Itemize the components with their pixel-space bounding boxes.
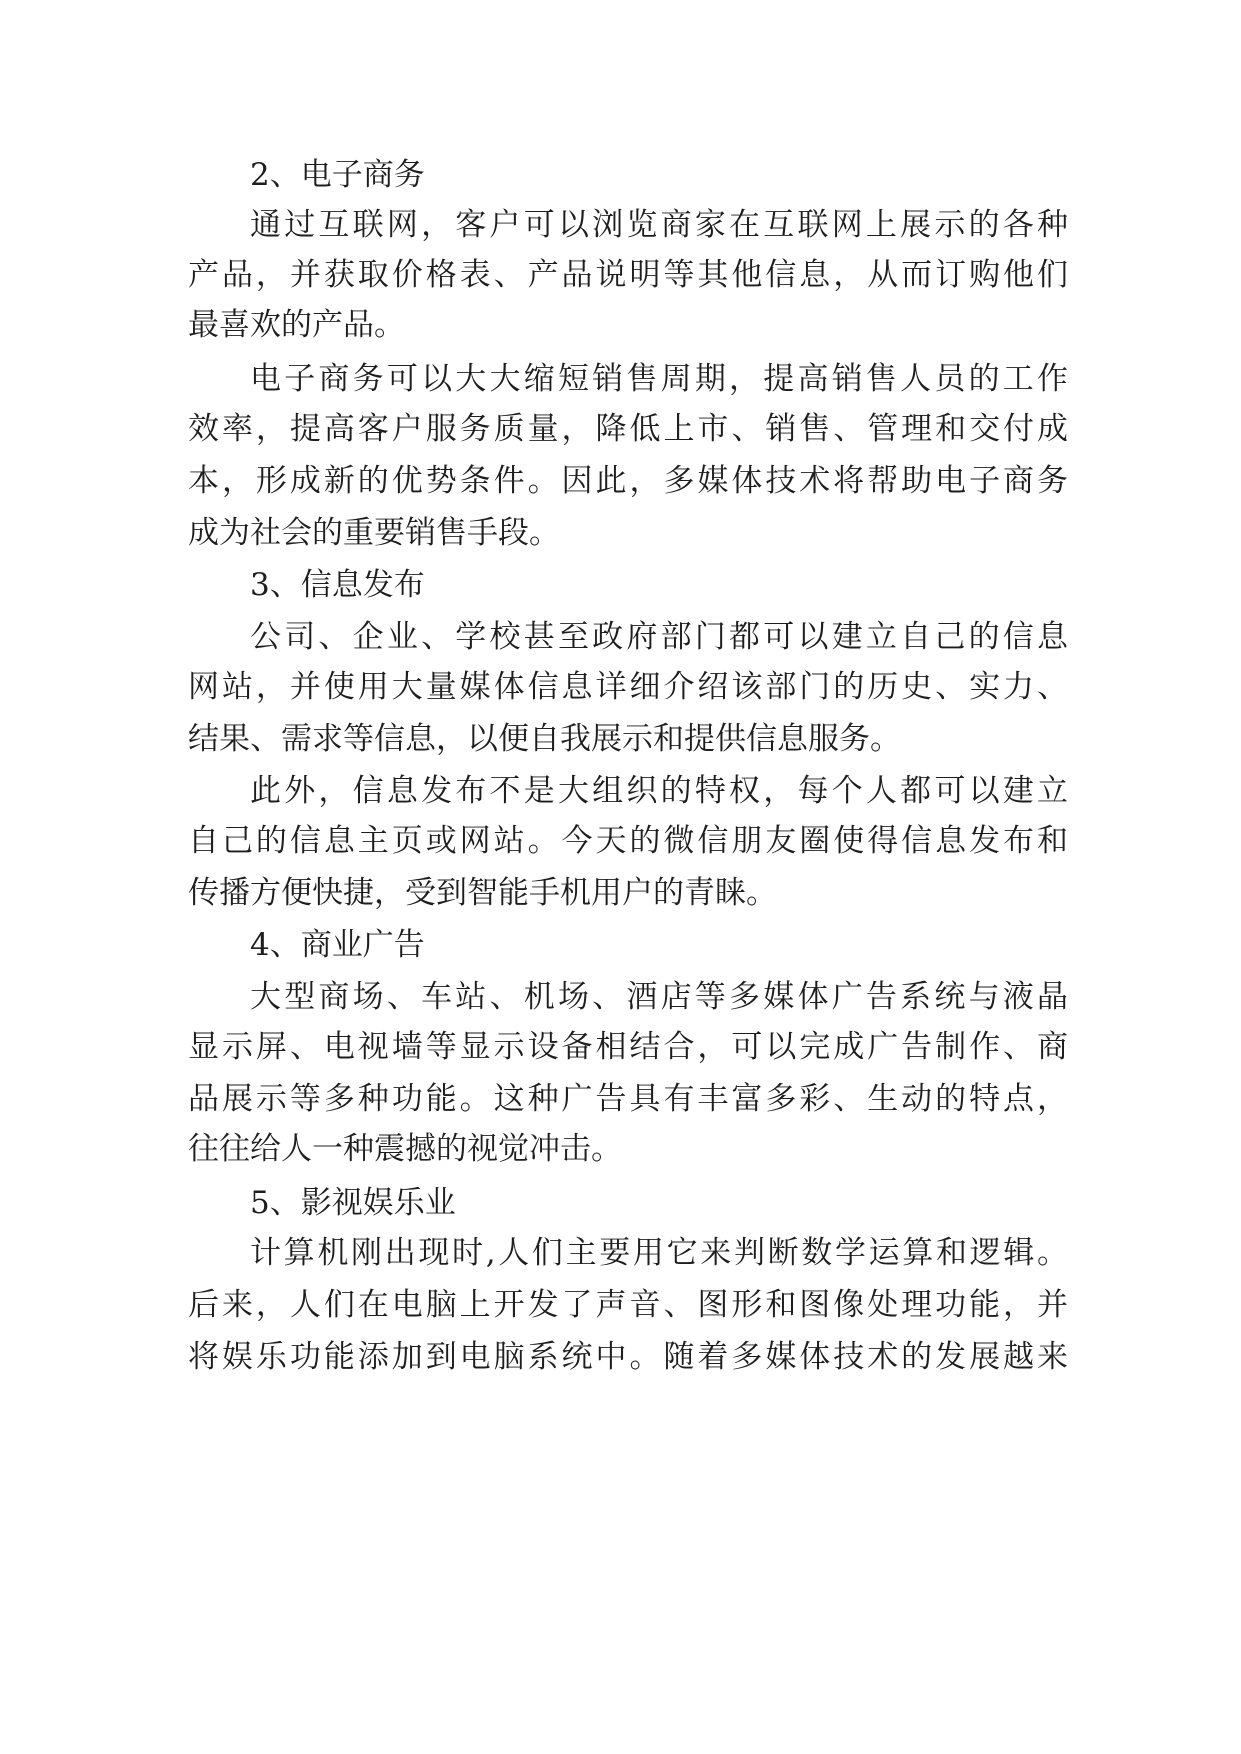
paragraph-line: 网站，并使用大量媒体信息详细介绍该部门的历史、实力、 <box>188 669 1068 705</box>
section-heading-advertising: 4、商业广告 <box>250 927 425 963</box>
paragraph-line: 通过互联网，客户可以浏览商家在互联网上展示的各种 <box>250 207 1068 243</box>
paragraph-line: 结果、需求等信息，以便自我展示和提供信息服务。 <box>188 721 901 757</box>
paragraph-line: 本，形成新的优势条件。因此，多媒体技术将帮助电子商务 <box>188 463 1068 499</box>
paragraph-line: 往往给人一种震撼的视觉冲击。 <box>188 1131 622 1167</box>
paragraph-line: 显示屏、电视墙等显示设备相结合，可以完成广告制作、商 <box>188 1029 1068 1065</box>
section-heading-ecommerce: 2、电子商务 <box>250 157 425 193</box>
paragraph-line: 最喜欢的产品。 <box>188 307 405 343</box>
paragraph-line: 此外，信息发布不是大组织的特权，每个人都可以建立 <box>250 773 1068 809</box>
paragraph-line: 后来，人们在电脑上开发了声音、图形和图像处理功能，并 <box>188 1287 1068 1323</box>
paragraph-line: 公司、企业、学校甚至政府部门都可以建立自己的信息 <box>250 619 1068 655</box>
paragraph-line: 自己的信息主页或网站。今天的微信朋友圈使得信息发布和 <box>188 823 1068 859</box>
paragraph-line: 将娱乐功能添加到电脑系统中。随着多媒体技术的发展越来 <box>188 1339 1068 1375</box>
section-heading-info-publishing: 3、信息发布 <box>250 567 425 603</box>
paragraph-line: 大型商场、车站、机场、酒店等多媒体广告系统与液晶 <box>250 979 1068 1015</box>
section-heading-entertainment: 5、影视娱乐业 <box>250 1185 456 1221</box>
paragraph-line: 计算机刚出现时,人们主要用它来判断数学运算和逻辑。 <box>250 1235 1068 1271</box>
paragraph-line: 品展示等多种功能。这种广告具有丰富多彩、生动的特点， <box>188 1081 1068 1117</box>
paragraph-line: 传播方便快捷，受到智能手机用户的青睐。 <box>188 875 777 911</box>
paragraph-line: 成为社会的重要销售手段。 <box>188 515 560 551</box>
paragraph-line: 产品，并获取价格表、产品说明等其他信息，从而订购他们 <box>188 257 1068 293</box>
paragraph-line: 电子商务可以大大缩短销售周期，提高销售人员的工作 <box>250 361 1068 397</box>
paragraph-line: 效率，提高客户服务质量，降低上市、销售、管理和交付成 <box>188 411 1068 447</box>
